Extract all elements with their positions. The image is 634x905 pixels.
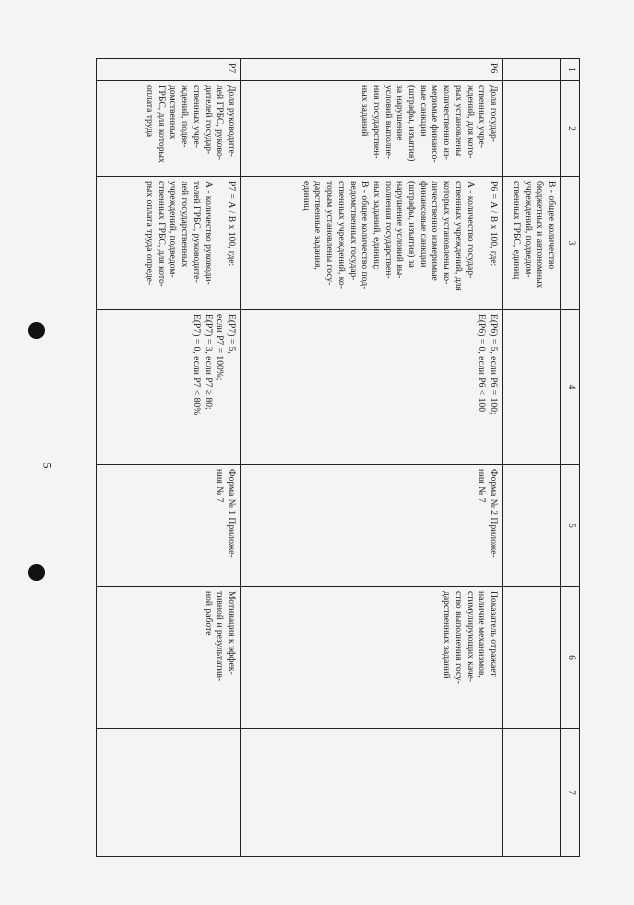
data-source: Форма № 2 Приложе- ния № 7 — [241, 465, 503, 587]
data-source: Форма № 1 Приложе- ния № 7 — [97, 465, 241, 587]
evaluation-score — [503, 310, 561, 465]
rotated-table-wrapper — [96, 58, 580, 856]
evaluation-score: Е(Р7) = 5, если Р7 = 100%; Е(Р7) = 3, если Р7 ≥ 80; Е(Р7) = 0, если Р7 < 80% — [97, 310, 241, 465]
comment: Мотивация к эффек- тивной и результатив- ной работе — [97, 587, 241, 729]
header-row — [561, 59, 580, 857]
header-cell-4: 4 — [561, 310, 580, 465]
comment: Показатель отражает наличие механизмов, стимулирующих каче- ство выполнения госу- дарственных заданий — [241, 587, 503, 729]
row-id: Р6 — [241, 59, 503, 81]
indicator-name: Доля руководите- лей ГРБС, руково- дителей государ- ственных учре- ждений, подве- домственных ГРБС, для которых оплата труда — [97, 81, 241, 177]
calculation-formula: Р6 = А / В х 100, где: А - количество государ- ственных учреждений, для которых установлены ко- личественно измеримые финансовые санкции (штрафы, изъятия) за нарушение условий вы- полнения государствен- ных заданий, единиц; В - общее количество под- ведомственных государ- ственных учреждений, ко- торым установлены госу- дарственные задания, единиц — [241, 177, 503, 310]
row-id: Р7 — [97, 59, 241, 81]
extra — [503, 729, 561, 857]
indicator-name — [503, 81, 561, 177]
extra — [97, 729, 241, 857]
table-row-p6 — [241, 59, 503, 857]
header-cell-5: 5 — [561, 465, 580, 587]
row-id — [503, 59, 561, 81]
indicator-name: Доля государ- ственных учре- ждений, для кото- рых установлены количественно из- меримые финансо- вые санкции (штрафы, изъятия) за нарушение условий выполне- ния государствен- ных заданий — [241, 81, 503, 177]
criteria-table — [96, 58, 580, 857]
punch-hole-bottom — [28, 564, 45, 581]
rotated-table — [96, 58, 580, 856]
data-source — [503, 465, 561, 587]
calculation-formula: Р7 = А / В х 100, где: А - количество руководи- телей ГРБС, руководите- лей государственных учреждений, подведом- ственных ГРБС, для кото- рых оплата труда опреде- — [97, 177, 241, 310]
header-cell-6: 6 — [561, 587, 580, 729]
table-row-p7 — [97, 59, 241, 857]
extra — [241, 729, 503, 857]
table-row-continuation — [503, 59, 561, 857]
comment — [503, 587, 561, 729]
header-cell-2: 2 — [561, 81, 580, 177]
evaluation-score: Е(Р6) = 5, если Р6 = 100; Е(Р6) = 0, если Р6 < 100 — [241, 310, 503, 465]
header-cell-1: 1 — [561, 59, 580, 81]
header-cell-7: 7 — [561, 729, 580, 857]
punch-hole-top — [28, 322, 45, 339]
header-cell-3: 3 — [561, 177, 580, 310]
calculation-formula: В - общее количество бюджетных и автономных учреждений, подведом- ственных ГРБС, единиц — [503, 177, 561, 310]
page-number: 5 — [40, 462, 55, 469]
